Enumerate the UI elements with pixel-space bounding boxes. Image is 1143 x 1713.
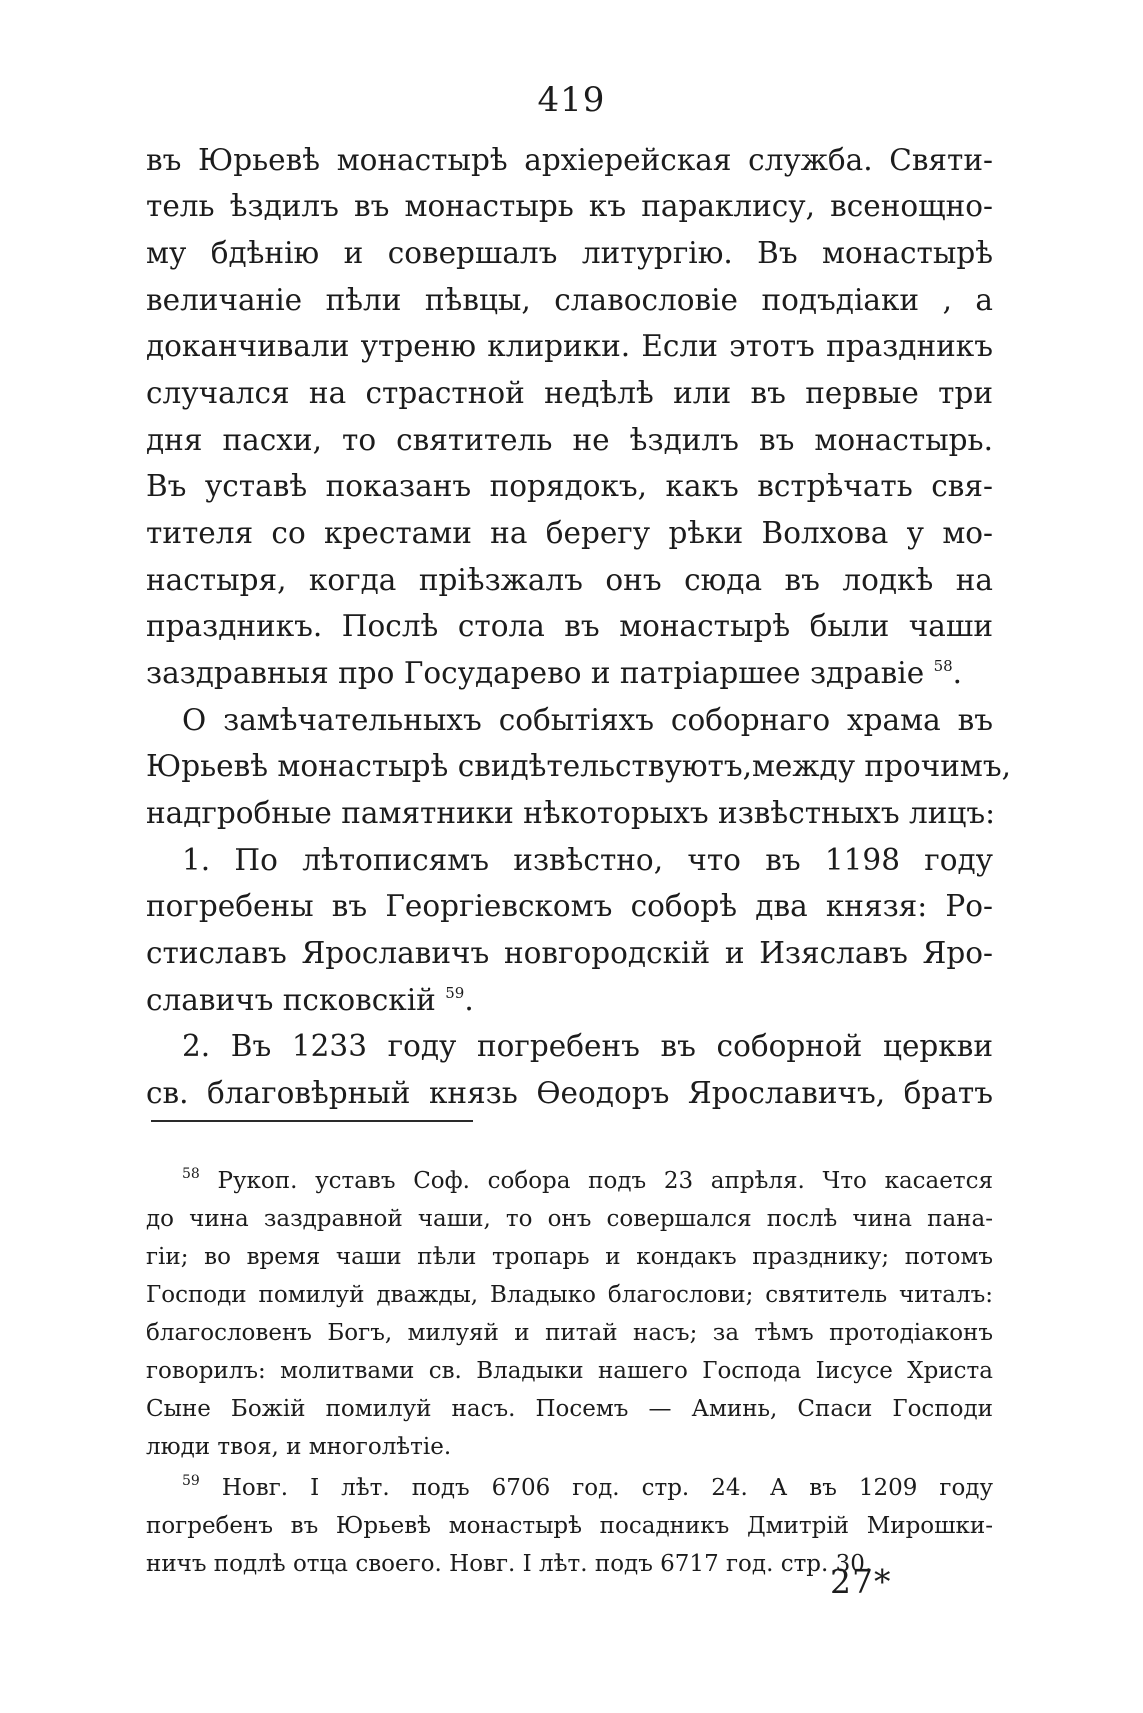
footnote-line: люди твоя, и многолѣтіе. [146, 1434, 452, 1460]
footnote-line: Сыне Божій помилуй насъ. Посемъ — Аминь, Спаси Господи [146, 1396, 993, 1422]
signature-mark: 27* [830, 1562, 892, 1601]
note-ref-59-period: . [464, 983, 474, 1017]
body-line: праздникъ. Послѣ стола въ монастырѣ были чаши [146, 609, 993, 643]
body-line: случался на страстной недѣлѣ или въ первые три [146, 376, 993, 410]
footnote-59-first-line [182, 1469, 993, 1507]
body-line: настыря, когда пріѣзжалъ онъ сюда въ лодкѣ на [146, 563, 993, 597]
footnote-line: Господи помилуй дважды, Владыко благослови; святитель читалъ: [146, 1282, 993, 1308]
body-line: 1. По лѣтописямъ извѣстно, что въ 1198 году [182, 843, 993, 877]
body-line: тителя со крестами на берегу рѣки Волхова у мо- [146, 516, 993, 550]
footnote-line: погребенъ въ Юрьевѣ монастырѣ посадникъ Дмитрій Мирошки- [146, 1513, 993, 1539]
note-ref-58-period: . [952, 656, 963, 690]
body-line-text: заздравныя про Государево и патріаршее здравіе [146, 656, 925, 690]
page-number: 419 [537, 80, 606, 120]
footnote-line: до чина заздравной чаши, то онъ совершался послѣ чина пана- [146, 1206, 993, 1232]
body-line: Юрьевѣ монастырѣ свидѣтельствуютъ,между прочимъ, [146, 749, 1011, 783]
body-line: доканчивали утреню клирики. Если этотъ праздникъ [146, 329, 993, 363]
footnote-line: гіи; во время чаши пѣли тропарь и кондакъ празднику; потомъ [146, 1244, 993, 1270]
body-line-text: славичъ псковскій [146, 983, 436, 1017]
body-line: му бдѣнію и совершалъ литургію. Въ монастырѣ [146, 236, 993, 270]
body-line-with-note [146, 650, 993, 696]
note-ref-59: 59 [445, 984, 465, 1002]
footnote-line-text: Новг. I лѣт. подъ 6706 год. стр. 24. А въ 1209 году [221, 1475, 993, 1501]
body-line: 2. Въ 1233 году погребенъ въ соборной церкви [182, 1029, 993, 1063]
body-line: дня пасхи, то святитель не ѣздилъ въ монастырь. [146, 423, 993, 457]
footnote-line: благословенъ Богъ, милуяй и питай насъ; за тѣмъ протодіаконъ [146, 1320, 993, 1346]
body-line: О замѣчательныхъ событіяхъ соборнаго храма въ [182, 703, 993, 737]
body-line-with-note [146, 977, 993, 1023]
body-line: тель ѣздилъ въ монастырь къ параклису, всенощно- [146, 189, 993, 223]
footnote-line: говорилъ: молитвами св. Владыки нашего Господа Іисусе Христа [146, 1358, 993, 1384]
body-line: въ Юрьевѣ монастырѣ архіерейская служба. Святи- [146, 143, 993, 177]
footnote-58-marker: 58 [182, 1166, 200, 1182]
body-line: погребены въ Георгіевскомъ соборѣ два князя: Ро- [146, 889, 993, 923]
footnote-separator [151, 1120, 473, 1122]
body-line: Въ уставѣ показанъ порядокъ, какъ встрѣчать свя- [146, 469, 993, 503]
footnote-58-first-line [182, 1162, 993, 1200]
body-line: св. благовѣрный князь Ѳеодоръ Ярославичъ, братъ [146, 1076, 993, 1110]
body-line: стиславъ Ярославичъ новгородскій и Изяславъ Яро- [146, 936, 993, 970]
footnote-line: ничъ подлѣ отца своего. Новг. I лѣт. подъ 6717 год. стр. 30. [146, 1551, 873, 1577]
footnote-59-marker: 59 [182, 1473, 200, 1489]
body-line: надгробные памятники нѣкоторыхъ извѣстныхъ лицъ: [146, 796, 996, 830]
footnote-line-text: Рукоп. уставъ Соф. собора подъ 23 апрѣля. Что касается [217, 1168, 993, 1194]
body-line: величаніе пѣли пѣвцы, славословіе подъдіаки , а [146, 283, 993, 317]
note-ref-58: 58 [933, 657, 953, 675]
